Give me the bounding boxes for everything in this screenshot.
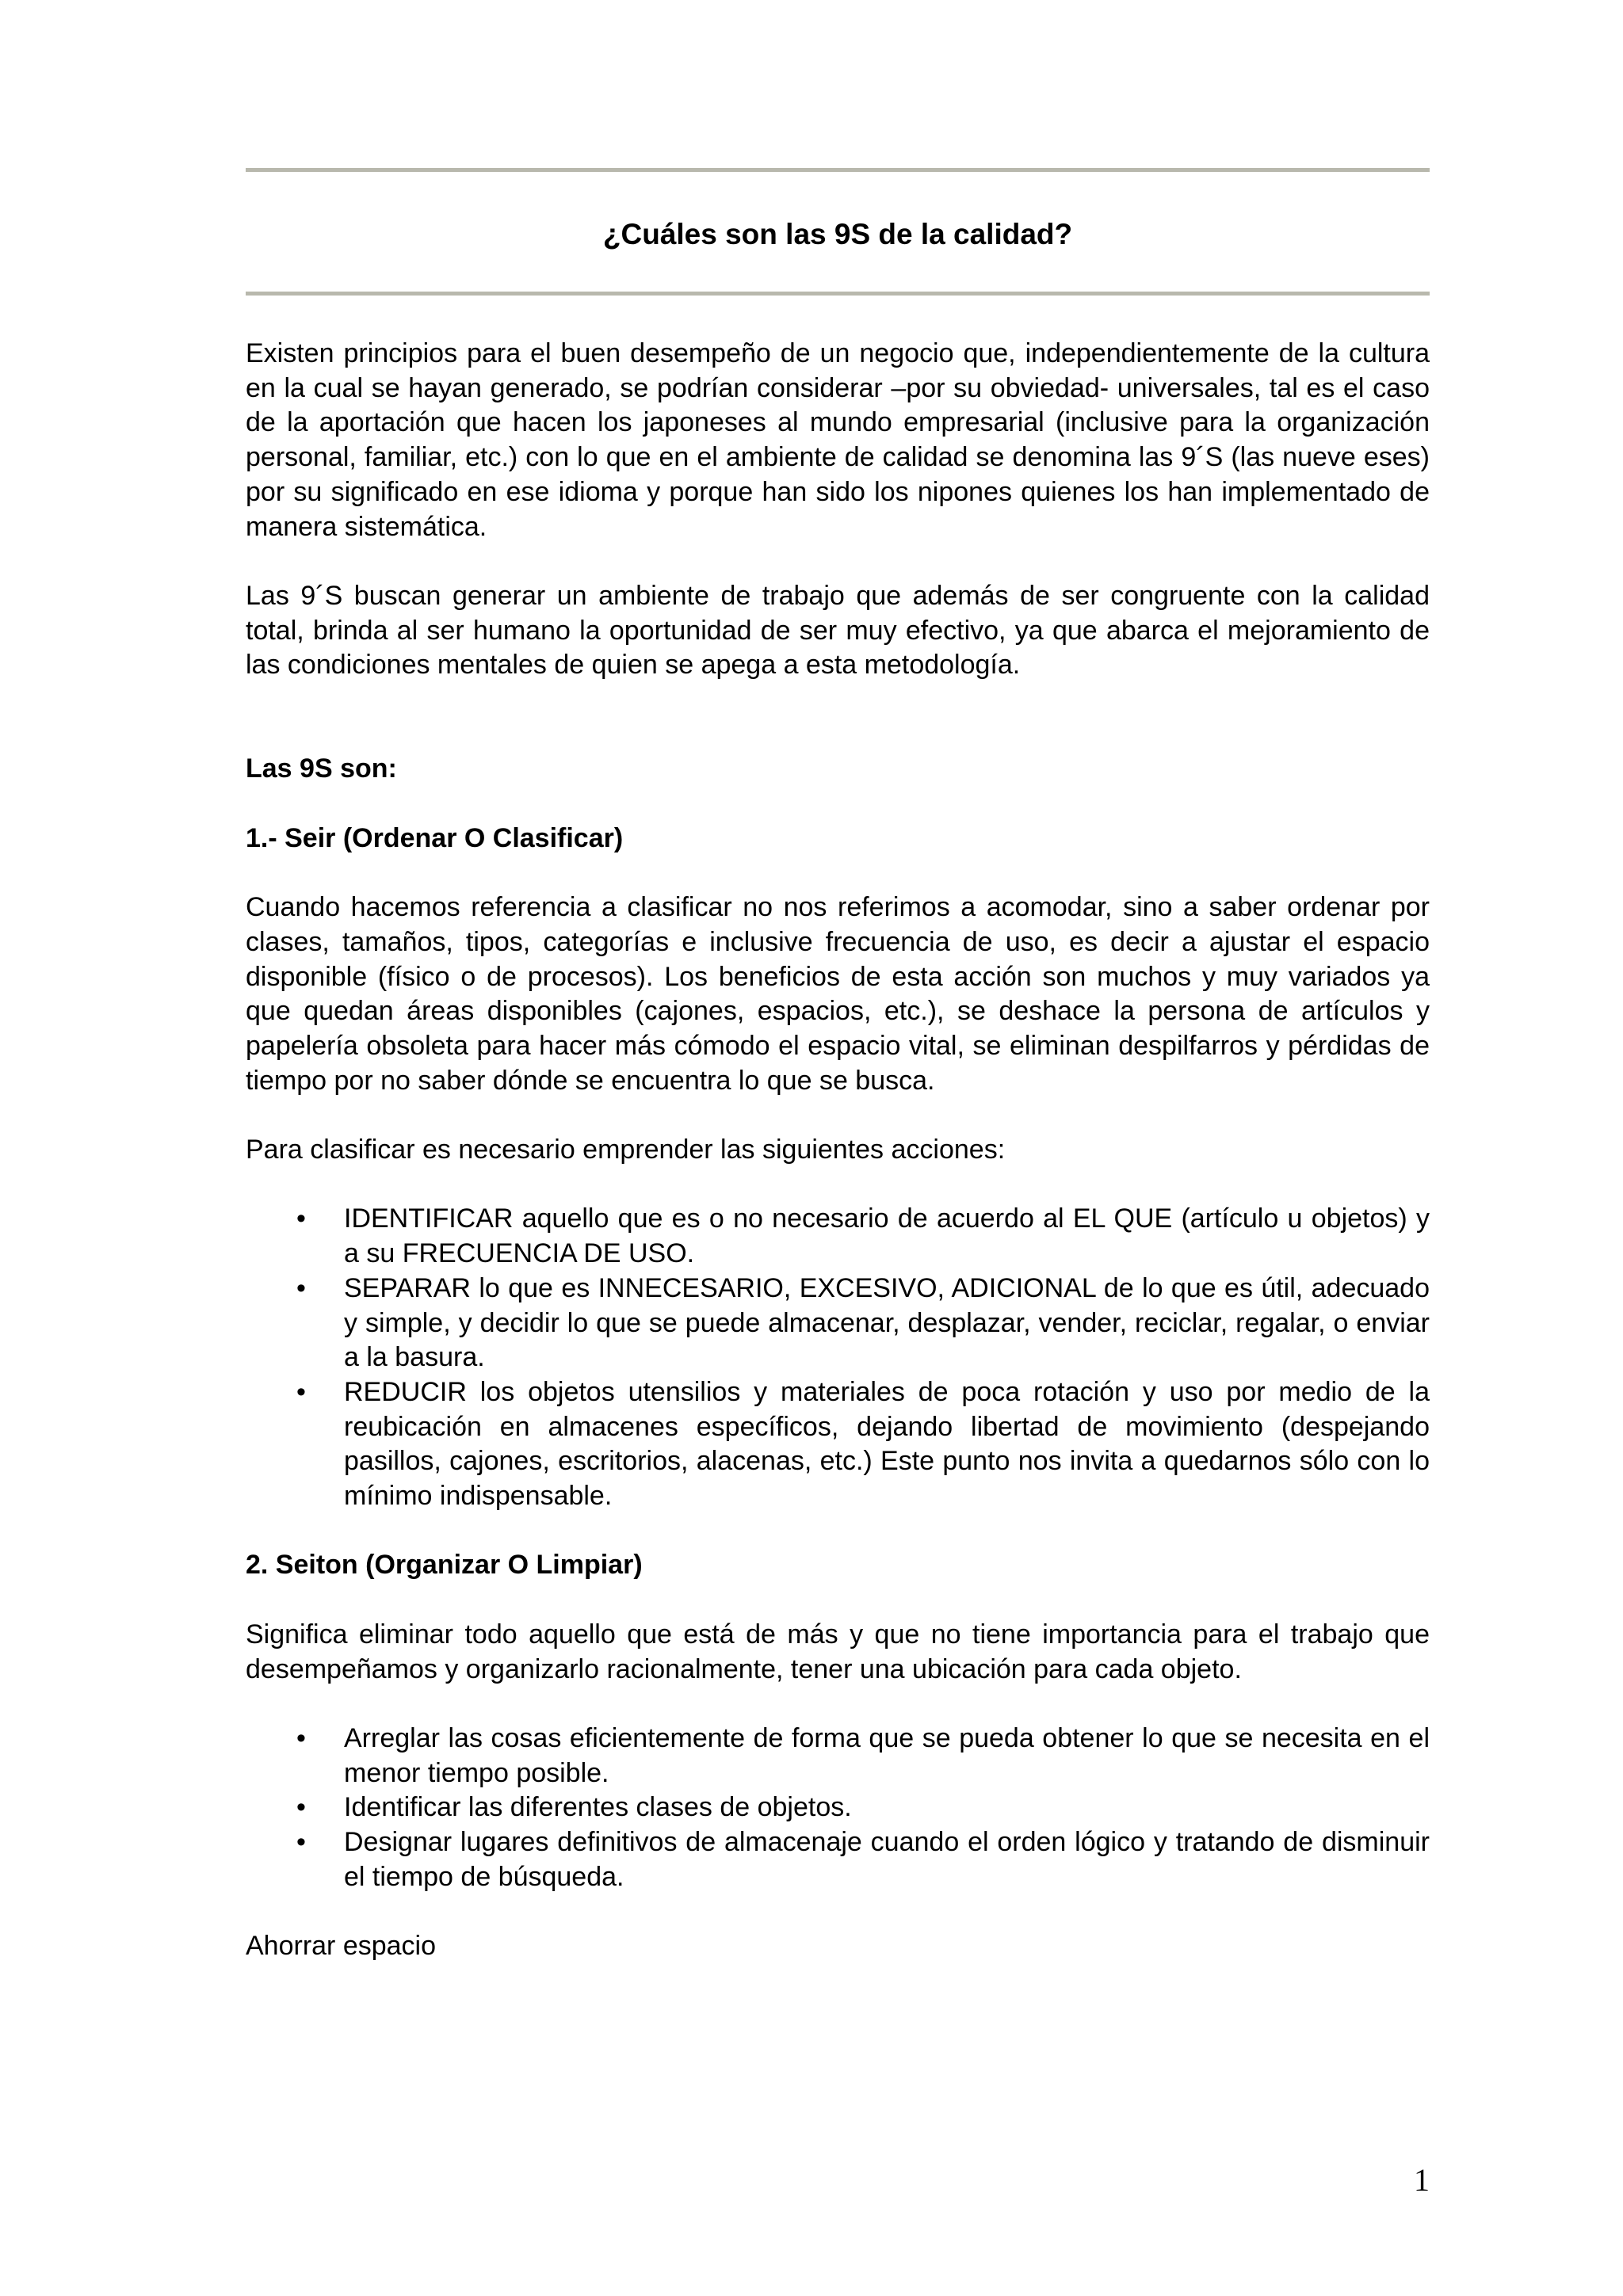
section-2-closing: Ahorrar espacio bbox=[246, 1931, 437, 1962]
intro-paragraph-2: Las 9´S buscan generar un ambiente de trabajo que además de ser congruente con la calidad total, brinda al ser humano la oportunidad de ser muy efectivo, ya que abarca el mejoramiento de las condiciones mentales de quien se apega a esta metodología. bbox=[246, 580, 1430, 681]
list-item-text: Identificar las diferentes clases de objetos. bbox=[344, 1792, 852, 1823]
bullet-icon: • bbox=[296, 1272, 306, 1303]
list-item-text: SEPARAR lo que es INNECESARIO, EXCESIVO, ADICIONAL de lo que es útil, adecuado y simple, y decidir lo que se puede almacenar, desplazar, vender, reciclar, regalar, o enviar a la basura. bbox=[344, 1272, 1430, 1373]
page-number: 1 bbox=[1414, 2162, 1430, 2198]
section-1-paragraph: Cuando hacemos referencia a clasificar no nos referimos a acomodar, sino a saber ordenar por clases, tamaños, tipos, categorías e inclusive frecuencia de uso, es decir a ajustar el espacio disponible (físico o de procesos). Los beneficios de esta acción son muchos y muy variados ya que quedan áreas disponibles (cajones, espacios, etc.), se deshace la persona de artículos y papelería obsoleta para hacer más cómodo el espacio vital, se eliminan despilfarros y pérdidas de tiempo por no saber dónde se encuentra lo que se busca. bbox=[246, 892, 1430, 1096]
intro-paragraph-1: Existen principios para el buen desempeño de un negocio que, independientemente de la cultura en la cual se hayan generado, se podrían considerar –por su obviedad- universales, tal es el caso de la aportación que hacen los japoneses al mundo empresarial (inclusive para la organización personal, familiar, etc.) con lo que en el ambiente de calidad se denomina las 9´S (las nueve eses) por su significado en ese idioma y porque han sido los nipones quienes los han implementado de manera sistemática. bbox=[246, 338, 1430, 542]
bullet-icon: • bbox=[296, 1722, 306, 1753]
list-item-text: REDUCIR los objetos utensilios y materiales de poca rotación y uso por medio de la reubicación en almacenes específicos, dejando libertad de movimiento (despejando pasillos, cajones, escritorios, alacenas, etc.) Este punto nos invita a quedarnos sólo con lo mínimo indispensable. bbox=[344, 1376, 1430, 1512]
spacer bbox=[246, 718, 1430, 753]
document-body bbox=[246, 337, 1430, 1964]
top-rule bbox=[246, 168, 1430, 172]
list-item bbox=[296, 1272, 1430, 1375]
section-1-heading: 1.- Seir (Ordenar O Clasificar) bbox=[246, 822, 624, 853]
list-item bbox=[296, 1375, 1430, 1514]
list-item-text: Arreglar las cosas eficientemente de forma que se pueda obtener lo que se necesita en el menor tiempo posible. bbox=[344, 1722, 1430, 1788]
bullet-icon: • bbox=[296, 1792, 306, 1823]
section-1-bullet-list bbox=[246, 1202, 1430, 1513]
section-2-heading: 2. Seiton (Organizar O Limpiar) bbox=[246, 1550, 643, 1581]
list-item bbox=[296, 1791, 1430, 1825]
page-title: ¿Cuáles son las 9S de la calidad? bbox=[602, 218, 1073, 250]
list-item bbox=[296, 1722, 1430, 1791]
title-bottom-rule bbox=[246, 292, 1430, 296]
bullet-icon: • bbox=[296, 1827, 306, 1858]
list-item-text: IDENTIFICAR aquello que es o no necesario de acuerdo al EL QUE (artículo u objetos) y a su FRECUENCIA DE USO. bbox=[344, 1203, 1430, 1269]
section-1-lead: Para clasificar es necesario emprender las siguientes acciones: bbox=[246, 1135, 1006, 1165]
section-2-paragraph: Significa eliminar todo aquello que está de más y que no tiene importancia para el trabajo que desempeñamos y organizarlo racionalmente, tener una ubicación para cada objeto. bbox=[246, 1619, 1430, 1684]
section-2-bullet-list bbox=[246, 1722, 1430, 1895]
bullet-icon: • bbox=[296, 1376, 306, 1407]
document-page bbox=[246, 168, 1430, 1999]
list-item bbox=[296, 1825, 1430, 1894]
bullet-icon: • bbox=[296, 1203, 306, 1234]
list-item bbox=[296, 1202, 1430, 1271]
list-heading: Las 9S son: bbox=[246, 753, 397, 784]
list-item-text: Designar lugares definitivos de almacenaje cuando el orden lógico y tratando de disminuir el tiempo de búsqueda. bbox=[344, 1827, 1430, 1892]
